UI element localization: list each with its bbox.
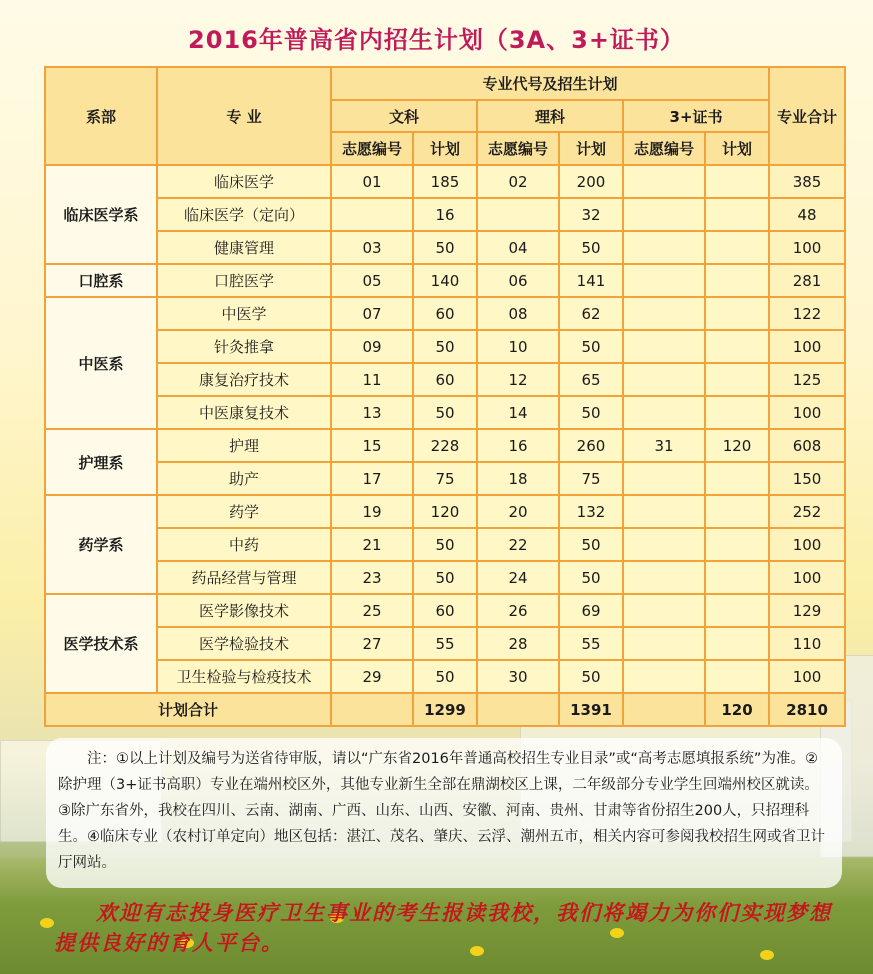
- table-row: [45, 462, 845, 495]
- summary-label: 计划合计: [45, 693, 331, 726]
- summary-like-code: [477, 693, 559, 726]
- major-cell: 中药: [157, 528, 331, 561]
- major-cell: 中医学: [157, 297, 331, 330]
- cert-plan-cell: [705, 660, 769, 693]
- wenke-plan-cell: 60: [413, 594, 477, 627]
- wenke-code-cell: 23: [331, 561, 413, 594]
- wenke-plan-cell: 75: [413, 462, 477, 495]
- like-plan-cell: 50: [559, 231, 623, 264]
- like-code-cell: 24: [477, 561, 559, 594]
- major-cell: 药品经营与管理: [157, 561, 331, 594]
- cert-plan-cell: [705, 330, 769, 363]
- dept-cell: 医学技术系: [45, 594, 157, 693]
- cert-plan-cell: [705, 561, 769, 594]
- cert-plan-cell: [705, 198, 769, 231]
- table-row: [45, 330, 845, 363]
- flower-decoration: [40, 918, 54, 928]
- like-code-cell: 16: [477, 429, 559, 462]
- like-code-cell: 22: [477, 528, 559, 561]
- summary-cert-code: [623, 693, 705, 726]
- like-plan-cell: 69: [559, 594, 623, 627]
- header-code-plan-group: 专业代号及招生计划: [331, 67, 769, 100]
- table-row: [45, 495, 845, 528]
- cert-code-cell: [623, 594, 705, 627]
- dept-cell: 中医系: [45, 297, 157, 429]
- cert-code-cell: [623, 363, 705, 396]
- major-total-cell: 122: [769, 297, 845, 330]
- notes-box: 注：①以上计划及编号为送省待审版，请以“广东省2016年普通高校招生专业目录”或“高考志愿填报系统”为准。②除护理（3+证书高职）专业在端州校区外，其他专业新生全部在鼎湖校区上课，二年级部分专业学生回端州校区就读。③除广东省外，我校在四川、云南、湖南、广西、山东、山西、安徽、河南、贵州、甘肃等省份招生200人，只招理科生。④临床专业（农村订单定向）地区包括：湛江、茂名、肇庆、云浮、潮州五市，相关内容可参阅我校招生网或省卫计厅网站。: [46, 738, 842, 888]
- cert-plan-cell: [705, 528, 769, 561]
- cert-plan-cell: 120: [705, 429, 769, 462]
- wenke-code-cell: [331, 198, 413, 231]
- summary-wenke-plan: 1299: [413, 693, 477, 726]
- header-wenke-plan: 计划: [413, 132, 477, 165]
- major-total-cell: 100: [769, 396, 845, 429]
- like-code-cell: 12: [477, 363, 559, 396]
- wenke-code-cell: 25: [331, 594, 413, 627]
- wenke-code-cell: 29: [331, 660, 413, 693]
- wenke-plan-cell: 60: [413, 363, 477, 396]
- wenke-code-cell: 15: [331, 429, 413, 462]
- like-code-cell: 10: [477, 330, 559, 363]
- table-row: [45, 363, 845, 396]
- wenke-plan-cell: 140: [413, 264, 477, 297]
- major-total-cell: 48: [769, 198, 845, 231]
- like-code-cell: 28: [477, 627, 559, 660]
- major-cell: 临床医学: [157, 165, 331, 198]
- wenke-plan-cell: 50: [413, 231, 477, 264]
- major-cell: 医学影像技术: [157, 594, 331, 627]
- cert-code-cell: [623, 165, 705, 198]
- header-wenke-code: 志愿编号: [331, 132, 413, 165]
- table-row: [45, 660, 845, 693]
- like-plan-cell: 50: [559, 396, 623, 429]
- wenke-plan-cell: 185: [413, 165, 477, 198]
- dept-cell: 药学系: [45, 495, 157, 594]
- wenke-code-cell: 13: [331, 396, 413, 429]
- wenke-code-cell: 11: [331, 363, 413, 396]
- table-row: [45, 297, 845, 330]
- header-cert: 3+证书: [623, 100, 769, 132]
- wenke-code-cell: 17: [331, 462, 413, 495]
- cert-plan-cell: [705, 165, 769, 198]
- header-like-plan: 计划: [559, 132, 623, 165]
- major-cell: 助产: [157, 462, 331, 495]
- cert-code-cell: [623, 297, 705, 330]
- table-row: [45, 561, 845, 594]
- like-plan-cell: 50: [559, 660, 623, 693]
- like-plan-cell: 260: [559, 429, 623, 462]
- major-total-cell: 252: [769, 495, 845, 528]
- cert-code-cell: [623, 264, 705, 297]
- table-row: [45, 264, 845, 297]
- wenke-plan-cell: 50: [413, 528, 477, 561]
- cert-plan-cell: [705, 594, 769, 627]
- dept-cell: 口腔系: [45, 264, 157, 297]
- major-cell: 中医康复技术: [157, 396, 331, 429]
- summary-cert-plan: 120: [705, 693, 769, 726]
- wenke-code-cell: 07: [331, 297, 413, 330]
- like-plan-cell: 200: [559, 165, 623, 198]
- major-total-cell: 100: [769, 231, 845, 264]
- wenke-plan-cell: 50: [413, 561, 477, 594]
- like-plan-cell: 75: [559, 462, 623, 495]
- cert-code-cell: 31: [623, 429, 705, 462]
- major-total-cell: 125: [769, 363, 845, 396]
- major-cell: 康复治疗技术: [157, 363, 331, 396]
- like-plan-cell: 55: [559, 627, 623, 660]
- cert-code-cell: [623, 462, 705, 495]
- cert-plan-cell: [705, 363, 769, 396]
- table-row: [45, 165, 845, 198]
- major-cell: 口腔医学: [157, 264, 331, 297]
- like-plan-cell: 50: [559, 528, 623, 561]
- cert-code-cell: [623, 198, 705, 231]
- table-row: [45, 594, 845, 627]
- header-cert-plan: 计划: [705, 132, 769, 165]
- dept-cell: 护理系: [45, 429, 157, 495]
- major-total-cell: 385: [769, 165, 845, 198]
- major-total-cell: 281: [769, 264, 845, 297]
- summary-like-plan: 1391: [559, 693, 623, 726]
- like-plan-cell: 50: [559, 330, 623, 363]
- wenke-code-cell: 09: [331, 330, 413, 363]
- header-wenke: 文科: [331, 100, 477, 132]
- major-cell: 健康管理: [157, 231, 331, 264]
- cert-code-cell: [623, 660, 705, 693]
- welcome-slogan: 欢迎有志投身医疗卫生事业的考生报读我校，我们将竭力为你们实现梦想提供良好的育人平台。: [54, 900, 832, 955]
- cert-plan-cell: [705, 231, 769, 264]
- major-cell: 卫生检验与检疫技术: [157, 660, 331, 693]
- like-code-cell: 26: [477, 594, 559, 627]
- cert-code-cell: [623, 528, 705, 561]
- like-plan-cell: 141: [559, 264, 623, 297]
- major-total-cell: 100: [769, 528, 845, 561]
- major-cell: 医学检验技术: [157, 627, 331, 660]
- page-title: 2016年普高省内招生计划（3A、3+证书）: [188, 26, 685, 54]
- like-plan-cell: 62: [559, 297, 623, 330]
- major-cell: 针灸推拿: [157, 330, 331, 363]
- dept-cell: 临床医学系: [45, 165, 157, 264]
- like-plan-cell: 65: [559, 363, 623, 396]
- header-major: 专 业: [157, 67, 331, 165]
- table-row: [45, 198, 845, 231]
- table-row: [45, 429, 845, 462]
- cert-code-cell: [623, 561, 705, 594]
- wenke-plan-cell: 50: [413, 660, 477, 693]
- header-cert-code: 志愿编号: [623, 132, 705, 165]
- wenke-plan-cell: 60: [413, 297, 477, 330]
- like-code-cell: 02: [477, 165, 559, 198]
- wenke-plan-cell: 50: [413, 396, 477, 429]
- wenke-plan-cell: 50: [413, 330, 477, 363]
- like-code-cell: 04: [477, 231, 559, 264]
- cert-code-cell: [623, 330, 705, 363]
- table-body: [45, 165, 845, 693]
- wenke-code-cell: 27: [331, 627, 413, 660]
- major-total-cell: 100: [769, 660, 845, 693]
- major-total-cell: 150: [769, 462, 845, 495]
- wenke-plan-cell: 228: [413, 429, 477, 462]
- cert-plan-cell: [705, 264, 769, 297]
- major-total-cell: 608: [769, 429, 845, 462]
- table-row: [45, 528, 845, 561]
- wenke-code-cell: 05: [331, 264, 413, 297]
- major-total-cell: 129: [769, 594, 845, 627]
- like-code-cell: 30: [477, 660, 559, 693]
- wenke-code-cell: 01: [331, 165, 413, 198]
- wenke-plan-cell: 55: [413, 627, 477, 660]
- major-cell: 药学: [157, 495, 331, 528]
- cert-code-cell: [623, 627, 705, 660]
- cert-code-cell: [623, 396, 705, 429]
- cert-plan-cell: [705, 297, 769, 330]
- major-total-cell: 100: [769, 330, 845, 363]
- cert-code-cell: [623, 495, 705, 528]
- summary-row: [45, 693, 845, 726]
- header-like-code: 志愿编号: [477, 132, 559, 165]
- header-major-total: 专业合计: [769, 67, 845, 165]
- summary-total: 2810: [769, 693, 845, 726]
- wenke-code-cell: 21: [331, 528, 413, 561]
- like-code-cell: [477, 198, 559, 231]
- cert-code-cell: [623, 231, 705, 264]
- like-code-cell: 20: [477, 495, 559, 528]
- major-cell: 护理: [157, 429, 331, 462]
- wenke-plan-cell: 16: [413, 198, 477, 231]
- like-code-cell: 08: [477, 297, 559, 330]
- cert-plan-cell: [705, 627, 769, 660]
- like-plan-cell: 50: [559, 561, 623, 594]
- major-total-cell: 100: [769, 561, 845, 594]
- header-dept: 系部: [45, 67, 157, 165]
- wenke-code-cell: 19: [331, 495, 413, 528]
- major-total-cell: 110: [769, 627, 845, 660]
- like-plan-cell: 32: [559, 198, 623, 231]
- like-code-cell: 14: [477, 396, 559, 429]
- cert-plan-cell: [705, 396, 769, 429]
- wenke-code-cell: 03: [331, 231, 413, 264]
- cert-plan-cell: [705, 495, 769, 528]
- summary-wenke-code: [331, 693, 413, 726]
- enrollment-plan-table: [44, 66, 846, 727]
- cert-plan-cell: [705, 462, 769, 495]
- like-code-cell: 06: [477, 264, 559, 297]
- table-row: [45, 231, 845, 264]
- table-row: [45, 627, 845, 660]
- wenke-plan-cell: 120: [413, 495, 477, 528]
- major-cell: 临床医学（定向）: [157, 198, 331, 231]
- table-row: [45, 396, 845, 429]
- header-like: 理科: [477, 100, 623, 132]
- like-code-cell: 18: [477, 462, 559, 495]
- like-plan-cell: 132: [559, 495, 623, 528]
